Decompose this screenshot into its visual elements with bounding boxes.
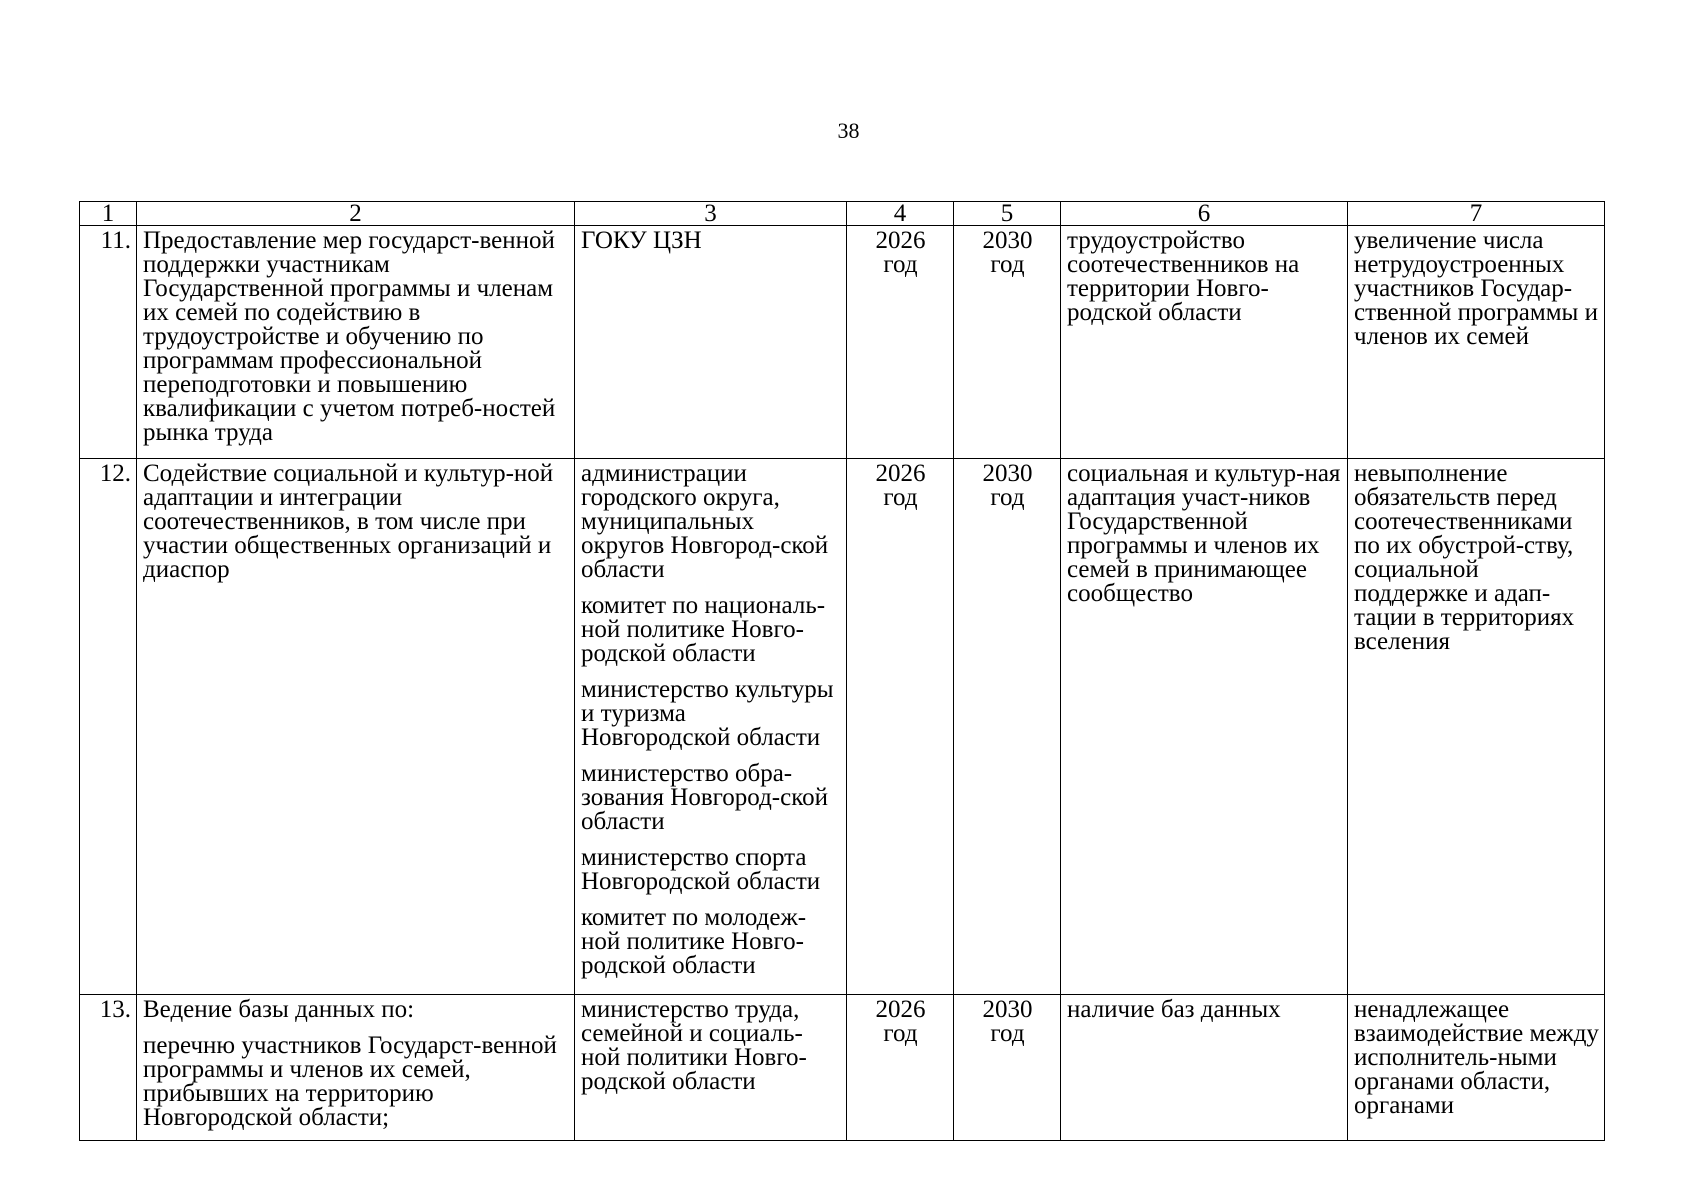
start-year: 2026 — [875, 460, 926, 487]
executor-text: министерство труда, семейной и социаль-ной политики Новго-родской области — [581, 996, 807, 1095]
end-year-cell — [954, 995, 1061, 1141]
executors-cell — [575, 995, 847, 1141]
header-row — [80, 202, 1605, 226]
end-year-cell — [954, 226, 1061, 459]
risk-cell: невыполнение обязательств перед соотечественниками по их обустрой-ству, социальной поддержке и адап-тации в территориях вселения — [1348, 459, 1605, 995]
end-year-unit: год — [990, 251, 1025, 278]
header-col-2: 2 — [137, 202, 575, 226]
activity-cell — [137, 459, 575, 995]
result-cell: трудоустройство соотечественников на территории Новго-родской области — [1061, 226, 1348, 459]
end-year-unit: год — [990, 484, 1025, 511]
activity-text: Содействие социальной и культур-ной адаптации и интеграции соотечественников, в том числе при участии общественных организаций и диаспор — [143, 460, 554, 583]
table-row — [80, 995, 1605, 1141]
start-year: 2026 — [875, 227, 926, 254]
page-number: 38 — [837, 118, 860, 143]
activities-table — [79, 201, 1605, 1141]
table-row — [80, 226, 1605, 459]
executor-text: комитет по молодеж-ной политике Новго-родской области — [581, 904, 807, 979]
row-number: 11. — [80, 226, 137, 459]
header-col-7: 7 — [1348, 202, 1605, 226]
start-year-cell — [847, 995, 954, 1141]
start-year-unit: год — [883, 251, 918, 278]
executor-text: администрации городского округа, муниципальных округов Новгород-ской области — [581, 460, 829, 583]
executor-text: министерство культуры и туризма Новгородской области — [581, 676, 834, 751]
executors-cell — [575, 226, 847, 459]
start-year-unit: год — [883, 1020, 918, 1047]
activity-text: Ведение базы данных по: — [143, 996, 415, 1023]
result-cell: социальная и культур-ная адаптация участ-ников Государственной программы и членов их семей в принимающее сообщество — [1061, 459, 1348, 995]
executor-text: министерство обра-зования Новгород-ской области — [581, 760, 828, 835]
activity-text: Предоставление мер государст-венной поддержки участникам Государственной программы и членам их семей по содействию в трудоустройстве и обучению по программам профессиональной переподготовки и повышению квалификации с учетом потреб-ностей рынка труда — [143, 227, 556, 446]
header-col-4: 4 — [847, 202, 954, 226]
header-col-3: 3 — [575, 202, 847, 226]
executor-text: министерство спорта Новгородской области — [581, 844, 821, 895]
header-col-5: 5 — [954, 202, 1061, 226]
start-year-cell — [847, 459, 954, 995]
risk-cell: увеличение числа нетрудоустроенных участников Государ-ственной программы и членов их семей — [1348, 226, 1605, 459]
risk-cell: ненадлежащее взаимодействие между исполнитель-ными органами области, органами — [1348, 995, 1605, 1141]
activity-cell — [137, 995, 575, 1141]
executors-cell — [575, 459, 847, 995]
activity-text: перечню участников Государст-венной программы и членов их семей, прибывших на территорию Новгородской области; — [143, 1032, 557, 1131]
result-cell: наличие баз данных — [1061, 995, 1348, 1141]
end-year: 2030 — [982, 996, 1033, 1023]
end-year-unit: год — [990, 1020, 1025, 1047]
activity-cell — [137, 226, 575, 459]
executor-text: комитет по националь-ной политике Новго-родской области — [581, 592, 826, 667]
end-year: 2030 — [982, 227, 1033, 254]
start-year: 2026 — [875, 996, 926, 1023]
executor-text: ГОКУ ЦЗН — [581, 227, 702, 254]
end-year-cell — [954, 459, 1061, 995]
table-row — [80, 459, 1605, 995]
header-col-6: 6 — [1061, 202, 1348, 226]
start-year-cell — [847, 226, 954, 459]
row-number: 13. — [80, 995, 137, 1141]
end-year: 2030 — [982, 460, 1033, 487]
row-number: 12. — [80, 459, 137, 995]
start-year-unit: год — [883, 484, 918, 511]
header-col-1: 1 — [80, 202, 137, 226]
